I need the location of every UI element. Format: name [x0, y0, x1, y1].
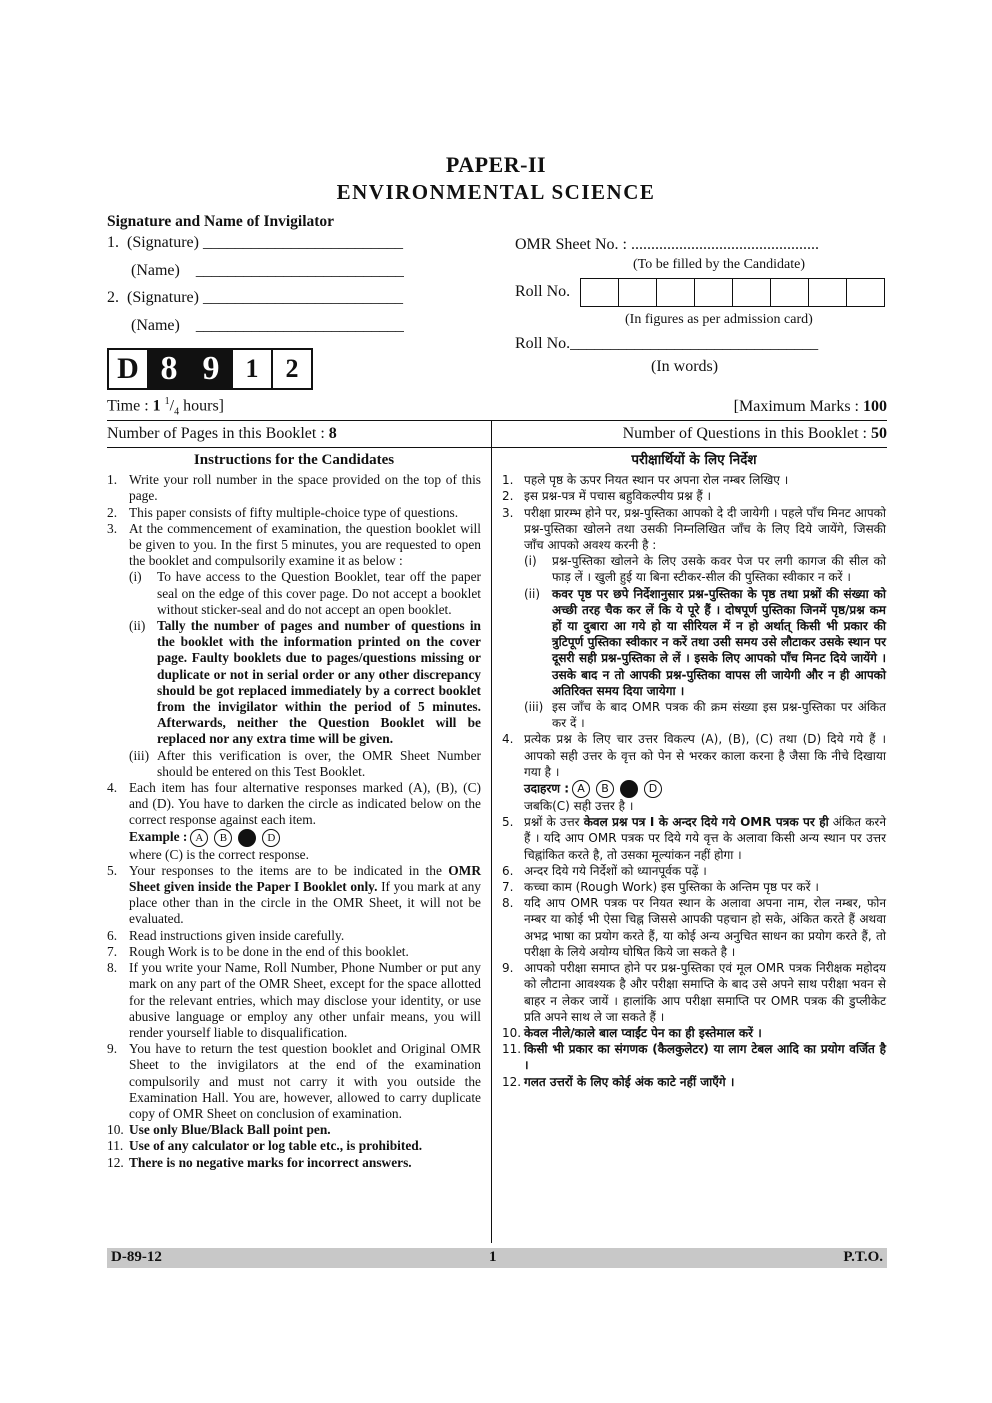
list-item: 5. Your responses to the items are to be indicated in the OMR Sheet given inside the Paper I Booklet only. If you mark at any place other than in the circle in the OMR Sheet, it will not be evaluated. — [107, 862, 481, 927]
list-item: 9. आपको परीक्षा समाप्त होने पर प्रश्न-पुस्तिका एवं मूल OMR पत्रक निरीक्षक महोदय को लौटाना आवश्यक है और परीक्षा समाप्ति के बाद उसे अपने साथ परीक्षा भवन से बाहर न लेकर जायें । हालांकि आप परीक्षा समाप्ति पर OMR पत्रक की डुप्लीकेट प्रति अपने साथ ले जा सकते हैं । — [502, 961, 886, 1024]
list-item: 10. केवल नीले/काले बाल प्वाईंट पेन का ही इस्तेमाल करें । — [502, 1025, 762, 1040]
list-item: 2. This paper consists of fifty multiple-choice type of questions. — [107, 504, 459, 520]
list-item: 12. There is no negative marks for incorrect answers. — [107, 1154, 412, 1170]
roll-number-label: Roll No. — [515, 283, 571, 300]
name-line-2: (Name) __________________________ — [107, 317, 404, 334]
instructions-hindi — [502, 452, 886, 1090]
list-item: 3. At the commencement of examination, the question booklet will be given to you. In the first 5 minutes, you are requested to open the booklet and compulsorily examine it as below : (i) To have access to the Question Booklet, tear off the paper seal on the edge of this cover page. Do not accept a booklet without sticker-seal and do not accept an open booklet. (ii) Tally the number of pages and number of questions in the booklet with the information printed on the cover page. Faulty booklets due to pages/questions missing or duplicate or not in serial order or any other discrepancy should be got replaced immediately by a correct booklet from the invigilator within the period of 5 minutes. Afterwards, neither the Question Booklet will be replaced nor any extra time will be given. (iii) After this verification is over, the OMR Sheet Number should be entered on this Test Booklet. — [107, 520, 481, 779]
instructions-heading: Instructions for the Candidates — [193, 452, 395, 468]
list-item: 12. गलत उत्तरों के लिए कोई अंक काटे नहीं जाएँगे । — [502, 1074, 735, 1089]
list-item: 6. अन्दर दिये गये निर्देशों को ध्यानपूर्वक पढ़ें । — [502, 863, 707, 878]
list-item: 11. किसी भी प्रकार का संगणक (कैलकुलेटर) या लाग टेबल आदि का प्रयोग वर्जित है । — [502, 1042, 886, 1073]
list-item: 11. Use of any calculator or log table etc., is prohibited. — [107, 1138, 423, 1154]
pto-label: P.T.O. — [843, 1249, 883, 1265]
omr-note: (To be filled by the Candidate) — [633, 257, 806, 272]
name-line-1: (Name) __________________________ — [107, 262, 404, 279]
maximum-marks: [Maximum Marks : 100 — [733, 398, 887, 415]
code-digit: 8 — [149, 350, 191, 388]
example-bubbles-hindi: उदाहरण : A B D — [524, 780, 886, 798]
omr-sheet-number: OMR Sheet No. : ............................................... — [515, 236, 819, 253]
list-item: 8. यदि आप OMR पत्रक पर नियत स्थान के अलावा अपना नाम, रोल नम्बर, फोन नम्बर या कोई भी ऐसा चिह्न जिससे आपकी पहचान हो सके, अंकित करते हैं अथवा अभद्र भाषा का प्रयोग करते हैं, या कोई अन्य अनुचित साधन का प्रयोग करते हैं, तो परीक्षा के लिये अयोग्य घोषित किये जा सकते है । — [502, 896, 886, 959]
invigilator-heading: Signature and Name of Invigilator — [107, 213, 335, 230]
instructions-english — [107, 452, 481, 1171]
footer-code: D-89-12 — [111, 1249, 162, 1265]
signature-line-1: 1. (Signature) _________________________ — [107, 234, 403, 251]
list-item: 1. Write your roll number in the space provided on the top of this page. — [107, 472, 481, 504]
list-item: 6. Read instructions given inside carefully. — [107, 927, 345, 943]
list-item: 10. Use only Blue/Black Ball point pen. — [107, 1122, 331, 1138]
example-bubbles: Example : A B D — [129, 829, 481, 847]
list-item: 8. If you write your Name, Roll Number, Phone Number or put any mark on any part of the OMR Sheet, except for the space allotted for the relevant entries, which may disclose your identity, or use abusive language or employ any other unfair means, you will render yourself liable to disqualification. — [107, 960, 481, 1040]
roll-digit-box[interactable] — [657, 279, 695, 306]
divider — [107, 447, 887, 448]
list-item: 5. प्रश्नों के उत्तर केवल प्रश्न पत्र I के अन्दर दिये गये OMR पत्रक पर ही अंकित करने हैं । यदि आप OMR पत्रक पर दिये गये वृत्त के अलावा किसी अन्य स्थान पर उत्तर चिह्नांकित करते है, तो उसका मूल्यांकन नहीं होगा । — [502, 815, 887, 862]
paper-title: PAPER-II — [445, 152, 547, 177]
list-item: 7. Rough Work is to be done in the end of this booklet. — [107, 943, 409, 959]
questions-count: Number of Questions in this Booklet : 50 — [622, 425, 887, 442]
roll-figures-note: (In figures as per admission card) — [625, 312, 813, 327]
page-footer — [107, 1248, 887, 1268]
divider — [107, 420, 887, 421]
roll-number-grid[interactable] — [580, 278, 885, 307]
code-digit: 9 — [191, 350, 233, 388]
list-item: 4. Each item has four alternative responses marked (A), (B), (C) and (D). You have to darken the circle as indicated below on the correct response against each item. Example : A B D where (C) is the correct response. — [107, 780, 481, 862]
list-item: 2. इस प्रश्न-पत्र में पचास बहुविकल्पीय प्रश्न हैं । — [502, 489, 712, 504]
roll-digit-box[interactable] — [771, 279, 809, 306]
booklet-code — [107, 348, 313, 390]
list-item: 7. कच्चा काम (Rough Work) इस पुस्तिका के अन्तिम पृष्ठ पर करें । — [502, 880, 819, 895]
code-digit: 1 — [233, 350, 273, 388]
code-digit: 2 — [285, 354, 299, 383]
subject-title: ENVIRONMENTAL SCIENCE — [336, 180, 656, 204]
column-divider — [491, 421, 492, 1243]
list-item: 4. प्रत्येक प्रश्न के लिए चार उत्तर विकल्प (A), (B), (C) तथा (D) दिये गये हैं । आपको सही उत्तर के वृत्त को पेन से भरकर काला करना है जैसा कि नीचे दिखाया गया है । उदाहरण : A B D जबकि(C) सही उत्तर है । — [502, 732, 886, 814]
page-number: 1 — [489, 1249, 497, 1265]
code-letter: D — [109, 350, 149, 388]
roll-digit-box[interactable] — [619, 279, 657, 306]
list-item: 9. You have to return the test question booklet and Original OMR Sheet to the invigilators at the end of the examination compulsorily and must not carry it with you outside the Examination Hall. You are, however, allowed to carry duplicate copy of OMR Sheet on conclusion of examination. — [107, 1041, 481, 1121]
signature-line-2: 2. (Signature) _________________________ — [107, 289, 403, 306]
roll-digit-box[interactable] — [733, 279, 771, 306]
roll-digit-box[interactable] — [847, 279, 884, 306]
list-item: 3. परीक्षा प्रारम्भ होने पर, प्रश्न-पुस्तिका आपको दे दी जायेगी । पहले पाँच मिनट आपको प्रश्न-पुस्तिका खोलने तथा उसकी निम्नलिखित जाँच के लिए दिये जायेंगे, जिसकी जाँच आपको अवश्य करनी है : (i) प्रश्न-पुस्तिका खोलने के लिए उसके कवर पेज पर लगी कागज की सील को फाड़ लें । खुली हुई या बिना स्टीकर-सील की पुस्तिका स्वीकार न करें । (ii) कवर पृष्ठ पर छपे निर्देशानुसार प्रश्न-पुस्तिका के पृष्ठ तथा प्रश्नों की संख्या को अच्छी तरह चैक कर लें कि ये पूरे हैं । दोषपूर्ण पुस्तिका जिनमें पृष्ठ/प्रश्न कम हों या दुबारा आ गये हो या सीरियल में न हो अर्थात् किसी भी प्रकार की त्रुटिपूर्ण पुस्तिका स्वीकार न करें तथा उसी समय उसे लौटाकर उसके स्थान पर दूसरी सही प्रश्न-पुस्तिका ले लें । इसके लिए आपको पाँच मिनट दिये जायेंगे । उसके बाद न तो आपकी प्रश्न-पुस्तिका वापस ली जायेगी और न ही आपको अतिरिक्त समय दिया जायेगा । (iii) इस जाँच के बाद OMR पत्रक की क्रम संख्या इस प्रश्न-पुस्तिका पर अंकित कर दें । — [502, 505, 886, 731]
time-allowed: Time : 1 $^1/_4$ hours] — [107, 396, 224, 418]
pages-count: Number of Pages in this Booklet : 8 — [107, 425, 337, 442]
in-words-note: (In words) — [651, 358, 719, 375]
roll-digit-box[interactable] — [809, 279, 847, 306]
roll-digit-box[interactable] — [695, 279, 733, 306]
instructions-heading-hindi: परीक्षार्थियों के लिए निर्देश — [631, 452, 757, 468]
roll-number-words: Roll No._______________________________ — [515, 335, 819, 352]
list-item: 1. पहले पृष्ठ के ऊपर नियत स्थान पर अपना रोल नम्बर लिखिए । — [502, 473, 789, 488]
roll-digit-box[interactable] — [581, 279, 619, 306]
